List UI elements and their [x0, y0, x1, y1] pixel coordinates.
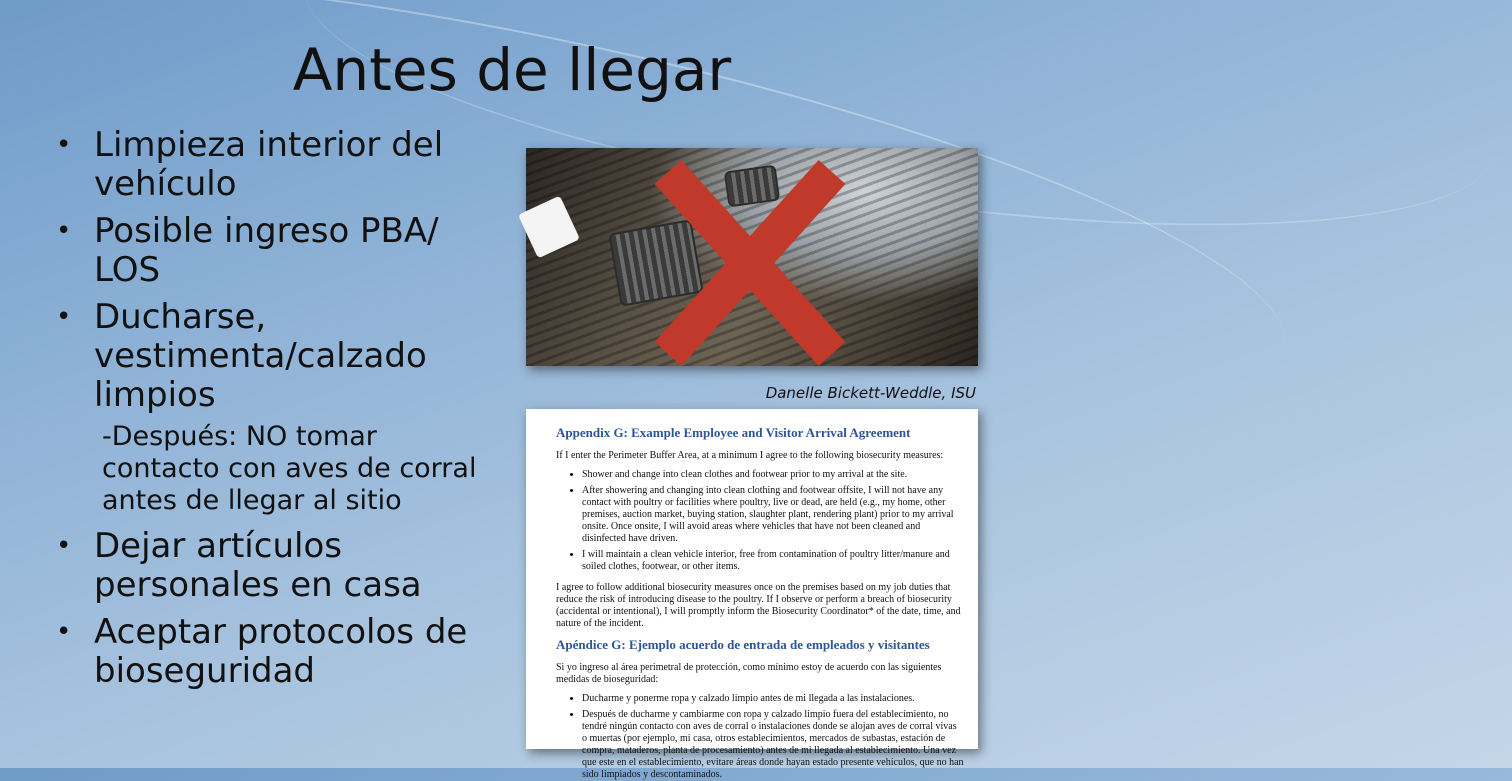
bullet-item [56, 527, 486, 605]
bullet-text: Dejar artículos personales en casa [94, 526, 422, 605]
bullet-text: Posible ingreso PBA/ LOS [94, 211, 439, 290]
list-item: • Shower and change into clean clothes and footwear prior to my arrival at the site. [582, 469, 964, 481]
agreement-document [526, 409, 978, 780]
list-item: • I will maintain a clean vehicle interior, free from contamination of poultry litter/manure and soiled clothes, footwear, or other items. [582, 549, 964, 573]
bullet-item [56, 613, 486, 691]
red-x-icon [526, 148, 978, 366]
bullet-item [56, 126, 486, 204]
bullet-text: Aceptar protocolos de bioseguridad [94, 612, 468, 691]
document-intro-en: If I enter the Perimeter Buffer Area, at a minimum I agree to the following biosecurity measures: [556, 450, 944, 461]
list-item: • Después de ducharme y cambiarme con ropa y calzado limpio fuera del establecimiento, no tendré ningún contacto con aves de corral o instalaciones donde se alojan aves de corral vivas o muertas (por ejemplo, mi casa, otros establecimientos, mercados de subastas, estación de compra, mataderos, planta de procesamiento) antes de mi llegada al establecimiento. Una vez que este en el establecimiento, evitare áreas donde hayan estado presente vehículos, que no han sido limpiados y descontaminados. [582, 709, 964, 781]
bullet-dot-icon: • [56, 617, 72, 647]
slide-title: Antes de llegar [292, 36, 732, 104]
bullet-text: Limpieza interior del vehículo [94, 125, 444, 204]
vehicle-floor-photo [526, 148, 978, 366]
document-heading-es: Apéndice G: Ejemplo acuerdo de entrada de empleados y visitantes [556, 637, 930, 652]
bullet-dot-icon: • [56, 216, 72, 246]
bullet-list [56, 126, 486, 699]
bullet-text: Ducharse, vestimenta/calzado limpios [94, 297, 427, 415]
document-heading-en: Appendix G: Example Employee and Visitor Arrival Agreement [556, 425, 911, 440]
bullet-dot-icon: • [56, 302, 72, 332]
document-list-en [556, 469, 964, 573]
document-closing-en: I agree to follow additional biosecurity measures once on the premises based on my job duties that reduce the risk of introducing disease to the poultry. If I observe or perform a breach of biosecurity (accidental or intentional), I will promptly inform the Biosecurity Coordinator* of the date, time, and nature of the incident. [556, 582, 961, 629]
list-item: • Ducharme y ponerme ropa y calzado limpio antes de mi llegada a las instalaciones. [582, 693, 964, 705]
sub-bullet-item [56, 421, 486, 517]
bullet-dot-icon: • [56, 531, 72, 561]
list-item: • After showering and changing into clean clothing and footwear offsite, I will not have any contact with poultry or facilities where poultry, live or dead, are held (e.g., my home, other premises, auction market, buying station, slaughter plant, rendering plant) prior to my arrival onsite. Once onsite, I will avoid areas where vehicles that have not been cleaned and disinfected have driven. [582, 485, 964, 545]
document-list-es [556, 693, 964, 781]
photo-caption: Danelle Bickett-Weddle, ISU [765, 384, 976, 402]
bullet-item [56, 212, 486, 290]
sub-bullet-text: -Después: NO tomar contacto con aves de corral antes de llegar al sitio [102, 421, 477, 516]
bullet-dot-icon: • [56, 130, 72, 160]
document-intro-es: Si yo ingreso al área perimetral de protección, como mínimo estoy de acuerdo con las siguientes medidas de bioseguridad: [556, 662, 942, 685]
bullet-item [56, 298, 486, 415]
